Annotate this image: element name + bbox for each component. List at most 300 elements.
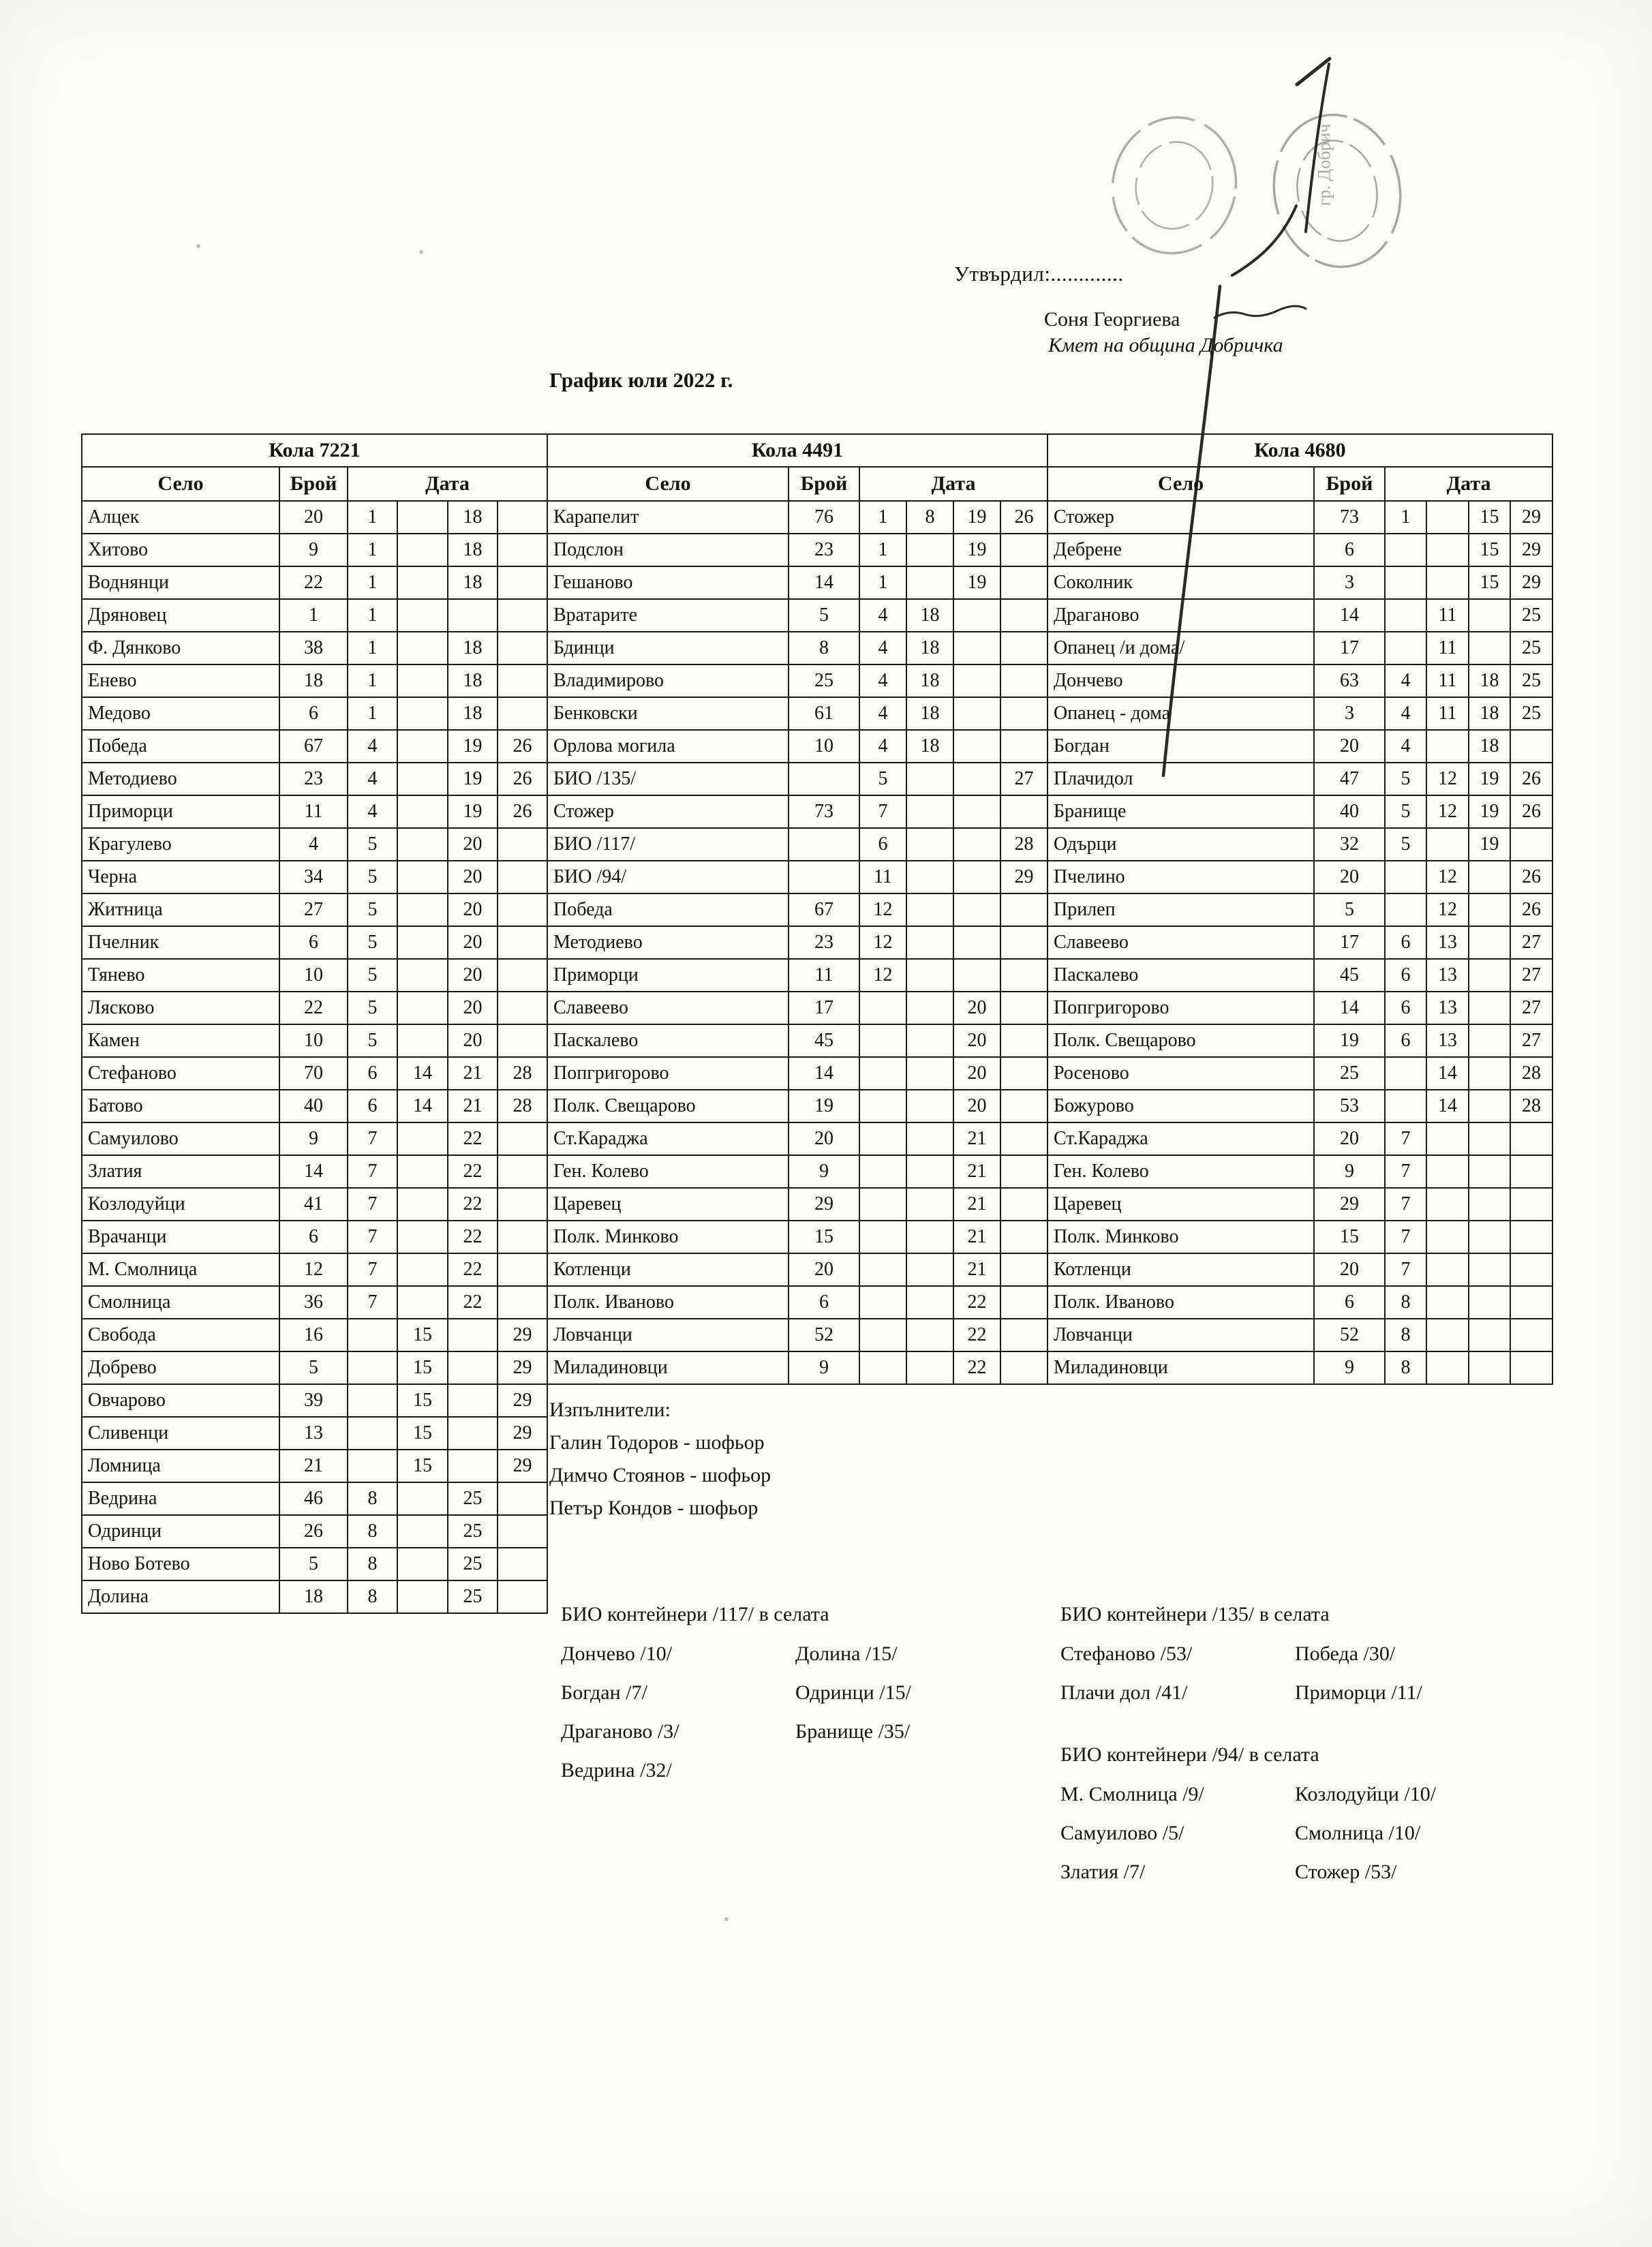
date-cell: [1426, 534, 1469, 566]
date-cell: 20: [448, 959, 498, 992]
date-cell: 28: [498, 1090, 547, 1122]
date-cell: 12: [1426, 861, 1469, 893]
date-cell: 4: [1385, 697, 1426, 730]
village-cell: Карапелит: [547, 501, 789, 534]
date-cell: [859, 1221, 906, 1253]
village-cell: БИО /94/: [547, 861, 789, 893]
date-cell: 20: [448, 893, 498, 926]
scan-speck: [196, 244, 200, 248]
date-cell: 21: [448, 1090, 498, 1122]
count-cell: 9: [279, 1122, 348, 1155]
date-cell: 8: [348, 1515, 397, 1548]
table-row: [82, 893, 547, 926]
date-cell: [397, 828, 448, 861]
bio-item: Приморци /11/: [1295, 1681, 1422, 1704]
date-cell: 18: [448, 632, 498, 664]
village-cell: Козлодуйци: [82, 1188, 279, 1221]
village-cell: Воднянци: [82, 566, 279, 599]
date-cell: [348, 1319, 397, 1351]
date-cell: 22: [448, 1286, 498, 1319]
count-cell: 52: [789, 1319, 859, 1351]
date-cell: 29: [498, 1450, 547, 1482]
date-cell: [1510, 828, 1552, 861]
date-cell: [953, 861, 1000, 893]
date-cell: [397, 534, 448, 566]
date-cell: 28: [1000, 828, 1047, 861]
table-row: [1047, 1024, 1552, 1057]
date-cell: 26: [498, 795, 547, 828]
date-cell: [906, 1155, 953, 1188]
table-row: [547, 632, 1047, 664]
bio-item: Ведрина /32/: [561, 1759, 672, 1782]
date-cell: [448, 599, 498, 632]
date-cell: [1469, 1221, 1510, 1253]
date-cell: 29: [1510, 534, 1552, 566]
date-cell: 22: [953, 1286, 1000, 1319]
count-cell: 73: [789, 795, 859, 828]
table-row: [1047, 959, 1552, 992]
count-cell: 39: [279, 1384, 348, 1417]
village-cell: Батово: [82, 1090, 279, 1122]
count-cell: 40: [1314, 795, 1385, 828]
table-row: [82, 1482, 547, 1515]
table-row: [547, 1024, 1047, 1057]
table-row: [82, 1417, 547, 1450]
bio-item: Долина /15/: [795, 1642, 898, 1665]
date-cell: 26: [1000, 501, 1047, 534]
count-cell: 19: [1314, 1024, 1385, 1057]
date-cell: 13: [1426, 959, 1469, 992]
date-cell: 15: [1469, 501, 1510, 534]
date-cell: [1000, 730, 1047, 763]
date-cell: 14: [1426, 1057, 1469, 1090]
date-cell: [1426, 1319, 1469, 1351]
date-cell: [397, 730, 448, 763]
date-cell: 8: [1385, 1319, 1426, 1351]
date-cell: [1000, 1188, 1047, 1221]
date-cell: [348, 1450, 397, 1482]
table-row: [82, 697, 547, 730]
table-row: [547, 664, 1047, 697]
table-row: [82, 828, 547, 861]
table-row: [82, 1024, 547, 1057]
village-cell: Одринци: [82, 1515, 279, 1548]
table-kola-4680: [1047, 433, 1553, 1385]
count-cell: 20: [1314, 1253, 1385, 1286]
date-cell: [1000, 926, 1047, 959]
table-row: [547, 1122, 1047, 1155]
village-cell: Паскалево: [547, 1024, 789, 1057]
date-cell: [397, 1515, 448, 1548]
village-cell: Бенковски: [547, 697, 789, 730]
date-cell: [1469, 1155, 1510, 1188]
date-cell: [1510, 1122, 1552, 1155]
count-cell: 5: [1314, 893, 1385, 926]
village-cell: Житница: [82, 893, 279, 926]
date-cell: 25: [1510, 697, 1552, 730]
table-row: [547, 501, 1047, 534]
date-cell: [953, 828, 1000, 861]
date-cell: [953, 599, 1000, 632]
date-cell: 5: [348, 861, 397, 893]
count-cell: 46: [279, 1482, 348, 1515]
date-cell: 27: [1510, 926, 1552, 959]
count-cell: 52: [1314, 1319, 1385, 1351]
table-row: [82, 1090, 547, 1122]
date-cell: 21: [953, 1188, 1000, 1221]
date-cell: 7: [1385, 1122, 1426, 1155]
count-cell: 10: [789, 730, 859, 763]
count-cell: 38: [279, 632, 348, 664]
count-cell: 34: [279, 861, 348, 893]
date-cell: 4: [859, 730, 906, 763]
table-row: [547, 959, 1047, 992]
date-cell: 5: [1385, 795, 1426, 828]
village-cell: Полк. Свещарово: [1047, 1024, 1314, 1057]
date-cell: 8: [1385, 1351, 1426, 1384]
col-header-date: Дата: [1385, 467, 1552, 501]
bio-item: М. Смолница /9/: [1060, 1783, 1204, 1805]
count-cell: 6: [1314, 534, 1385, 566]
count-cell: 9: [789, 1351, 859, 1384]
table-row: [1047, 1221, 1552, 1253]
village-cell: Богдан: [1047, 730, 1314, 763]
date-cell: 7: [348, 1188, 397, 1221]
table-row: [1047, 664, 1552, 697]
date-cell: [906, 1221, 953, 1253]
village-cell: Царевец: [1047, 1188, 1314, 1221]
count-cell: 6: [279, 697, 348, 730]
date-cell: 18: [1469, 697, 1510, 730]
village-cell: Опанец - дома: [1047, 697, 1314, 730]
date-cell: [1000, 534, 1047, 566]
date-cell: [498, 1024, 547, 1057]
village-cell: Попгригорово: [547, 1057, 789, 1090]
date-cell: 20: [448, 1024, 498, 1057]
village-cell: Свобода: [82, 1319, 279, 1351]
count-cell: 9: [1314, 1155, 1385, 1188]
date-cell: [397, 1253, 448, 1286]
date-cell: 6: [1385, 926, 1426, 959]
village-cell: Тянево: [82, 959, 279, 992]
count-cell: 14: [279, 1155, 348, 1188]
date-cell: 19: [448, 795, 498, 828]
village-cell: Ген. Колево: [1047, 1155, 1314, 1188]
date-cell: 29: [1510, 501, 1552, 534]
date-cell: 18: [906, 664, 953, 697]
bio-section-title: БИО контейнери /135/ в селата: [1060, 1603, 1330, 1625]
date-cell: 6: [348, 1090, 397, 1122]
date-cell: [1385, 534, 1426, 566]
village-cell: Полк. Иваново: [547, 1286, 789, 1319]
table-row: [1047, 861, 1552, 893]
date-cell: 26: [498, 730, 547, 763]
date-cell: 19: [1469, 763, 1510, 795]
date-cell: 5: [1385, 763, 1426, 795]
date-cell: 12: [859, 926, 906, 959]
date-cell: 11: [1426, 697, 1469, 730]
count-cell: 45: [1314, 959, 1385, 992]
village-cell: Ломница: [82, 1450, 279, 1482]
count-cell: 26: [279, 1515, 348, 1548]
date-cell: [448, 1417, 498, 1450]
date-cell: [397, 632, 448, 664]
date-cell: [1469, 632, 1510, 664]
date-cell: [1000, 1090, 1047, 1122]
date-cell: [448, 1450, 498, 1482]
date-cell: 25: [1510, 599, 1552, 632]
date-cell: [1469, 959, 1510, 992]
village-cell: Ведрина: [82, 1482, 279, 1515]
table-row: [82, 861, 547, 893]
count-cell: 11: [279, 795, 348, 828]
col-header-village: Село: [82, 467, 279, 501]
table-row: [82, 763, 547, 795]
date-cell: 6: [348, 1057, 397, 1090]
date-cell: [1426, 1253, 1469, 1286]
bio-item: Драганово /3/: [561, 1720, 679, 1743]
count-cell: 8: [789, 632, 859, 664]
table-row: [547, 861, 1047, 893]
date-cell: 4: [348, 795, 397, 828]
bio-row: [1060, 1681, 1422, 1720]
date-cell: 25: [448, 1515, 498, 1548]
table-row: [1047, 1319, 1552, 1351]
date-cell: 15: [397, 1384, 448, 1417]
date-cell: [1385, 861, 1426, 893]
table-row: [547, 599, 1047, 632]
date-cell: 11: [1426, 664, 1469, 697]
count-cell: 20: [789, 1253, 859, 1286]
date-cell: 19: [448, 730, 498, 763]
date-cell: 18: [448, 501, 498, 534]
date-cell: 7: [348, 1286, 397, 1319]
date-cell: 8: [348, 1482, 397, 1515]
table-row: [82, 1351, 547, 1384]
village-cell: Вратарите: [547, 599, 789, 632]
date-cell: [1426, 1188, 1469, 1221]
date-cell: [397, 1024, 448, 1057]
signature-rise: [1232, 206, 1296, 275]
count-cell: 9: [279, 534, 348, 566]
signature-tick: [1297, 59, 1330, 85]
count-cell: 19: [789, 1090, 859, 1122]
date-cell: 15: [1469, 566, 1510, 599]
date-cell: [498, 1482, 547, 1515]
signature-flourish: [1214, 306, 1306, 318]
table-row: [1047, 1351, 1552, 1384]
count-cell: 18: [279, 664, 348, 697]
table-row: [82, 534, 547, 566]
date-cell: 5: [1385, 828, 1426, 861]
table-row: [547, 763, 1047, 795]
date-cell: 1: [348, 566, 397, 599]
date-cell: [1469, 926, 1510, 959]
date-cell: 18: [448, 566, 498, 599]
date-cell: [1000, 1155, 1047, 1188]
date-cell: 12: [859, 893, 906, 926]
date-cell: 7: [348, 1253, 397, 1286]
count-cell: 9: [1314, 1351, 1385, 1384]
date-cell: [498, 534, 547, 566]
date-cell: 20: [448, 828, 498, 861]
date-cell: 29: [1000, 861, 1047, 893]
village-cell: Божурово: [1047, 1090, 1314, 1122]
date-cell: [906, 1090, 953, 1122]
table-row: [1047, 534, 1552, 566]
date-cell: 15: [397, 1319, 448, 1351]
count-cell: 73: [1314, 501, 1385, 534]
table-row: [547, 1253, 1047, 1286]
table-row: [547, 1351, 1047, 1384]
date-cell: [498, 893, 547, 926]
bio-item: Козлодуйци /10/: [1295, 1783, 1437, 1805]
village-cell: Методиево: [82, 763, 279, 795]
date-cell: 20: [448, 992, 498, 1024]
date-cell: 7: [859, 795, 906, 828]
table-row: [1047, 1253, 1552, 1286]
date-cell: 19: [953, 501, 1000, 534]
date-cell: [1469, 1090, 1510, 1122]
count-cell: 40: [279, 1090, 348, 1122]
table-row: [547, 1188, 1047, 1221]
date-cell: [859, 1155, 906, 1188]
date-cell: 28: [498, 1057, 547, 1090]
date-cell: 18: [906, 697, 953, 730]
date-cell: [1469, 1024, 1510, 1057]
date-cell: 1: [348, 697, 397, 730]
count-cell: 36: [279, 1286, 348, 1319]
date-cell: 29: [498, 1384, 547, 1417]
count-cell: 9: [789, 1155, 859, 1188]
date-cell: 29: [498, 1417, 547, 1450]
date-cell: 29: [498, 1351, 547, 1384]
col-header-count: Брой: [789, 467, 859, 501]
date-cell: 22: [953, 1351, 1000, 1384]
col-header-date: Дата: [859, 467, 1047, 501]
village-cell: БИО /135/: [547, 763, 789, 795]
date-cell: [498, 599, 547, 632]
date-cell: [906, 861, 953, 893]
date-cell: [1385, 893, 1426, 926]
village-cell: Приморци: [82, 795, 279, 828]
table-kola-7221: [81, 433, 548, 1614]
table-row: [547, 1221, 1047, 1253]
date-cell: 4: [859, 697, 906, 730]
date-cell: 6: [1385, 992, 1426, 1024]
approver-title: Кмет на община Добричка: [1048, 334, 1283, 356]
bio-row: [1060, 1783, 1436, 1822]
date-cell: [953, 697, 1000, 730]
count-cell: 18: [279, 1580, 348, 1613]
count-cell: 67: [789, 893, 859, 926]
count-cell: 61: [789, 697, 859, 730]
table-row: [1047, 926, 1552, 959]
date-cell: [1385, 599, 1426, 632]
count-cell: 76: [789, 501, 859, 534]
date-cell: [1510, 1286, 1552, 1319]
table-row: [547, 1057, 1047, 1090]
count-cell: 29: [1314, 1188, 1385, 1221]
table-header-row: [82, 467, 547, 501]
table-row: [82, 664, 547, 697]
date-cell: [906, 828, 953, 861]
date-cell: [397, 1580, 448, 1613]
date-cell: [498, 992, 547, 1024]
count-cell: 67: [279, 730, 348, 763]
village-cell: Подслон: [547, 534, 789, 566]
date-cell: 12: [1426, 893, 1469, 926]
date-cell: [397, 1188, 448, 1221]
count-cell: 25: [789, 664, 859, 697]
stamp-text: гр. Добрич: [1314, 123, 1334, 207]
village-cell: Стожер: [547, 795, 789, 828]
date-cell: [1000, 1122, 1047, 1155]
date-cell: [1426, 1155, 1469, 1188]
date-cell: 20: [953, 1057, 1000, 1090]
date-cell: [953, 926, 1000, 959]
date-cell: [1426, 1122, 1469, 1155]
count-cell: 23: [789, 926, 859, 959]
date-cell: 15: [397, 1351, 448, 1384]
village-cell: Черна: [82, 861, 279, 893]
village-cell: Плачидол: [1047, 763, 1314, 795]
date-cell: 4: [859, 632, 906, 664]
count-cell: [789, 763, 859, 795]
table-row: [82, 992, 547, 1024]
date-cell: [498, 926, 547, 959]
date-cell: 18: [448, 664, 498, 697]
date-cell: [1000, 1319, 1047, 1351]
village-cell: Миладиновци: [1047, 1351, 1314, 1384]
date-cell: [1000, 1221, 1047, 1253]
date-cell: 21: [448, 1057, 498, 1090]
date-cell: [498, 1188, 547, 1221]
count-cell: 5: [279, 1548, 348, 1580]
village-cell: Полк. Иваново: [1047, 1286, 1314, 1319]
executor-item: Галин Тодоров - шофьор: [549, 1431, 765, 1454]
date-cell: 18: [906, 599, 953, 632]
table-row: [82, 959, 547, 992]
date-cell: 4: [348, 730, 397, 763]
date-cell: 12: [859, 959, 906, 992]
date-cell: 5: [348, 926, 397, 959]
date-cell: 27: [1510, 959, 1552, 992]
date-cell: [397, 763, 448, 795]
date-cell: [906, 893, 953, 926]
table-row: [82, 1155, 547, 1188]
village-cell: Прилеп: [1047, 893, 1314, 926]
date-cell: [1000, 599, 1047, 632]
bio-row: [561, 1642, 911, 1681]
date-cell: [1385, 632, 1426, 664]
date-cell: [1000, 664, 1047, 697]
date-cell: 19: [1469, 795, 1510, 828]
date-cell: [906, 959, 953, 992]
table-row: [547, 730, 1047, 763]
table-row: [82, 1515, 547, 1548]
village-cell: Полк. Минково: [1047, 1221, 1314, 1253]
count-cell: 20: [1314, 861, 1385, 893]
date-cell: [1385, 1090, 1426, 1122]
table-title: Кола 4680: [1047, 434, 1552, 467]
date-cell: [397, 1155, 448, 1188]
village-cell: Пчелник: [82, 926, 279, 959]
date-cell: [348, 1351, 397, 1384]
signature-vertical-stroke: [1306, 64, 1329, 232]
table-title: Кола 7221: [82, 434, 547, 467]
table-row: [547, 828, 1047, 861]
